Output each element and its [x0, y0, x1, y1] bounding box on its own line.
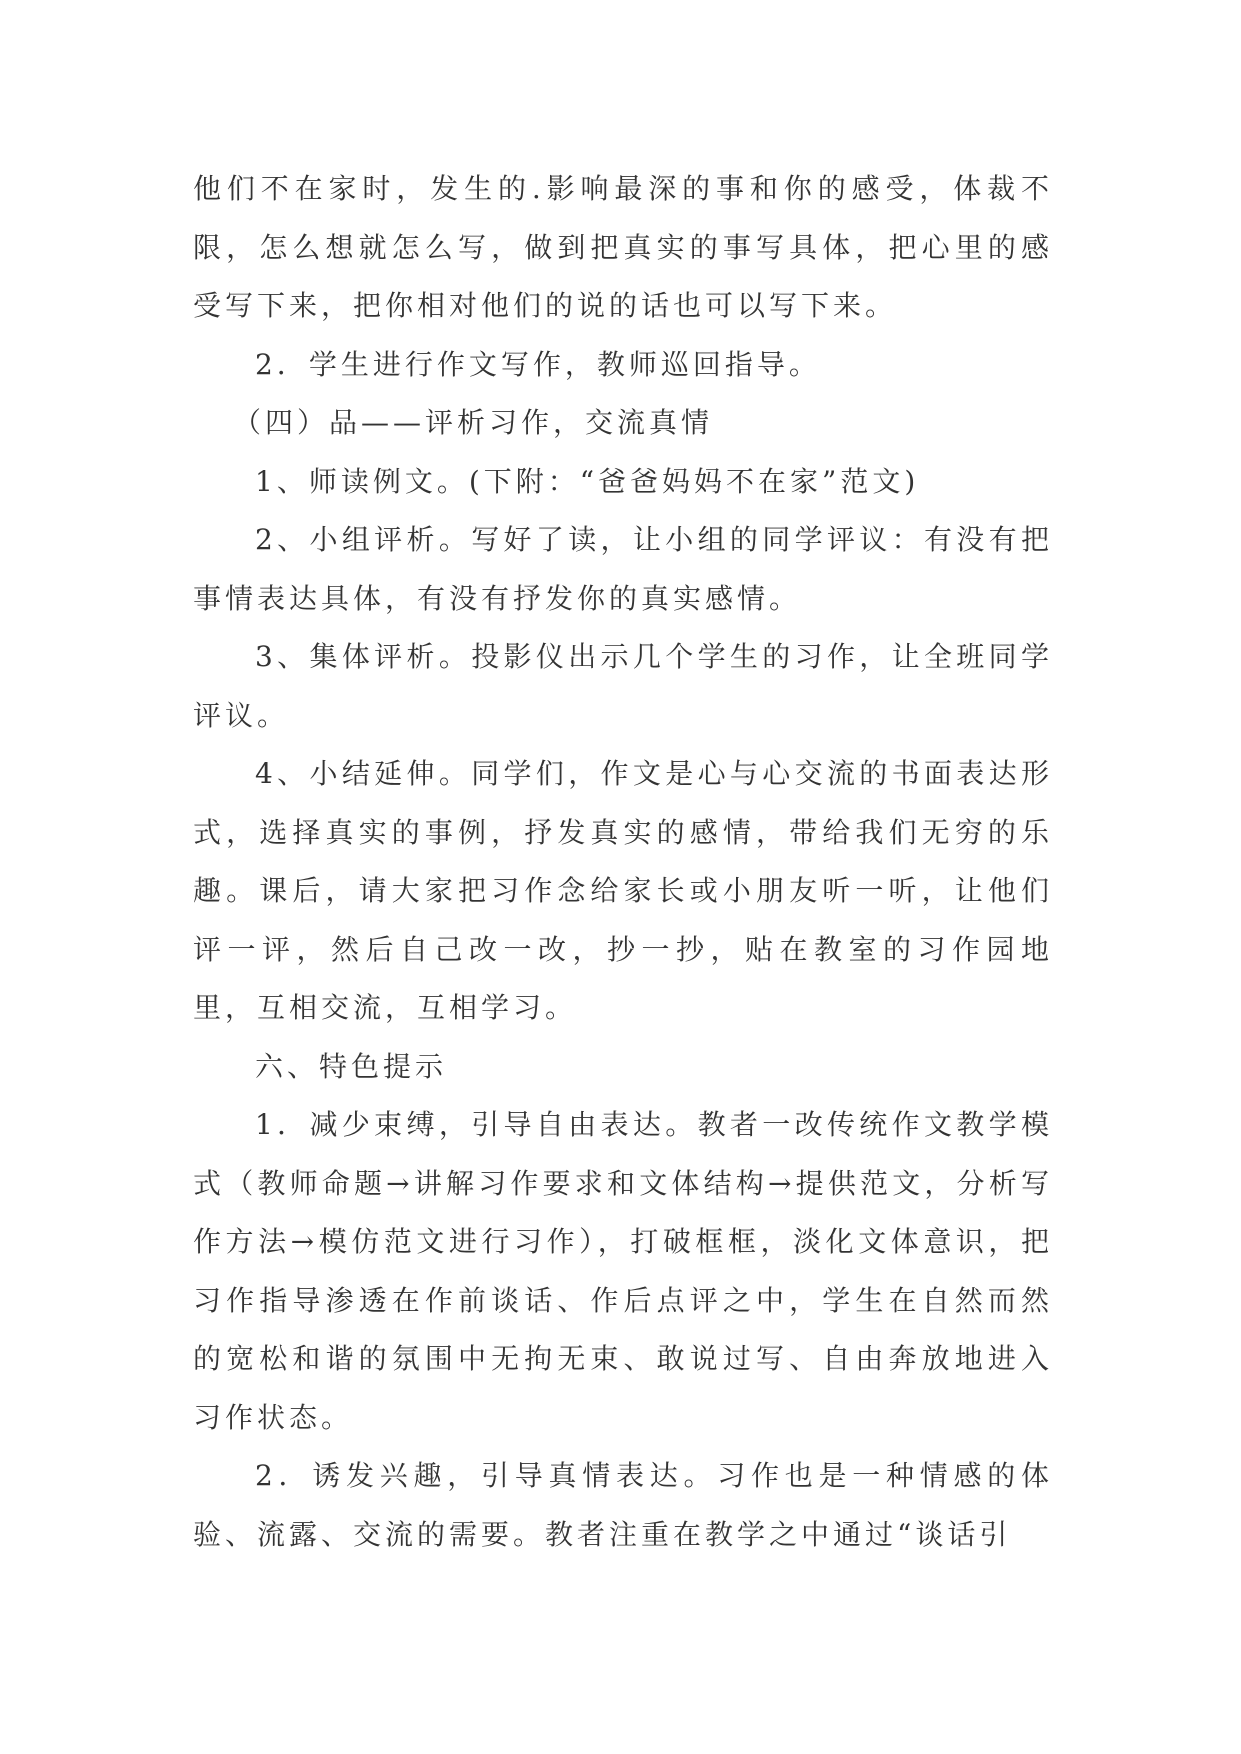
paragraph-feature-2: 2．诱发兴趣，引导真情表达。习作也是一种情感的体验、流露、交流的需要。教者注重在教学之中通过“谈话引 — [193, 1459, 1053, 1551]
paragraph-group-review: 2、小组评析。写好了读，让小组的同学评议：有没有把事情表达具体，有没有抒发你的真实感情。 — [193, 523, 1053, 615]
paragraph-continuation: 他们不在家时，发生的.影响最深的事和你的感受，体裁不限，怎么想就怎么写，做到把真实的事写具体，把心里的感受写下来，把你相对他们的说的话也可以写下来。 — [193, 172, 1053, 322]
section-heading-six: 六、特色提示 — [255, 1049, 448, 1083]
paragraph-class-review: 3、集体评析。投影仪出示几个学生的习作，让全班同学评议。 — [193, 640, 1053, 732]
paragraph-read-example: 1、师读例文。(下附：“爸爸妈妈不在家”范文) — [255, 464, 920, 498]
paragraph-summary: 4、小结延伸。同学们，作文是心与心交流的书面表达形式，选择真实的事例，抒发真实的感情，带给我们无穷的乐趣。课后，请大家把习作念给家长或小朋友听一听，让他们评一评，然后自己改一改，抄一抄，贴在教室的习作园地里，互相交流，互相学习。 — [193, 757, 1053, 1024]
document-body — [193, 160, 1053, 1564]
section-heading-four: （四）品——评析习作，交流真情 — [233, 406, 714, 439]
paragraph-step-2: 2．学生进行作文写作，教师巡回指导。 — [255, 347, 821, 381]
paragraph-feature-1: 1．减少束缚，引导自由表达。教者一改传统作文教学模式（教师命题→讲解习作要求和文体结构→提供范文，分析写作方法→模仿范文进行习作），打破框框，淡化文体意识，把习作指导渗透在作前谈话、作后点评之中，学生在自然而然的宽松和谐的氛围中无拘无束、敢说过写、自由奔放地进入习作状态。 — [193, 1108, 1053, 1434]
